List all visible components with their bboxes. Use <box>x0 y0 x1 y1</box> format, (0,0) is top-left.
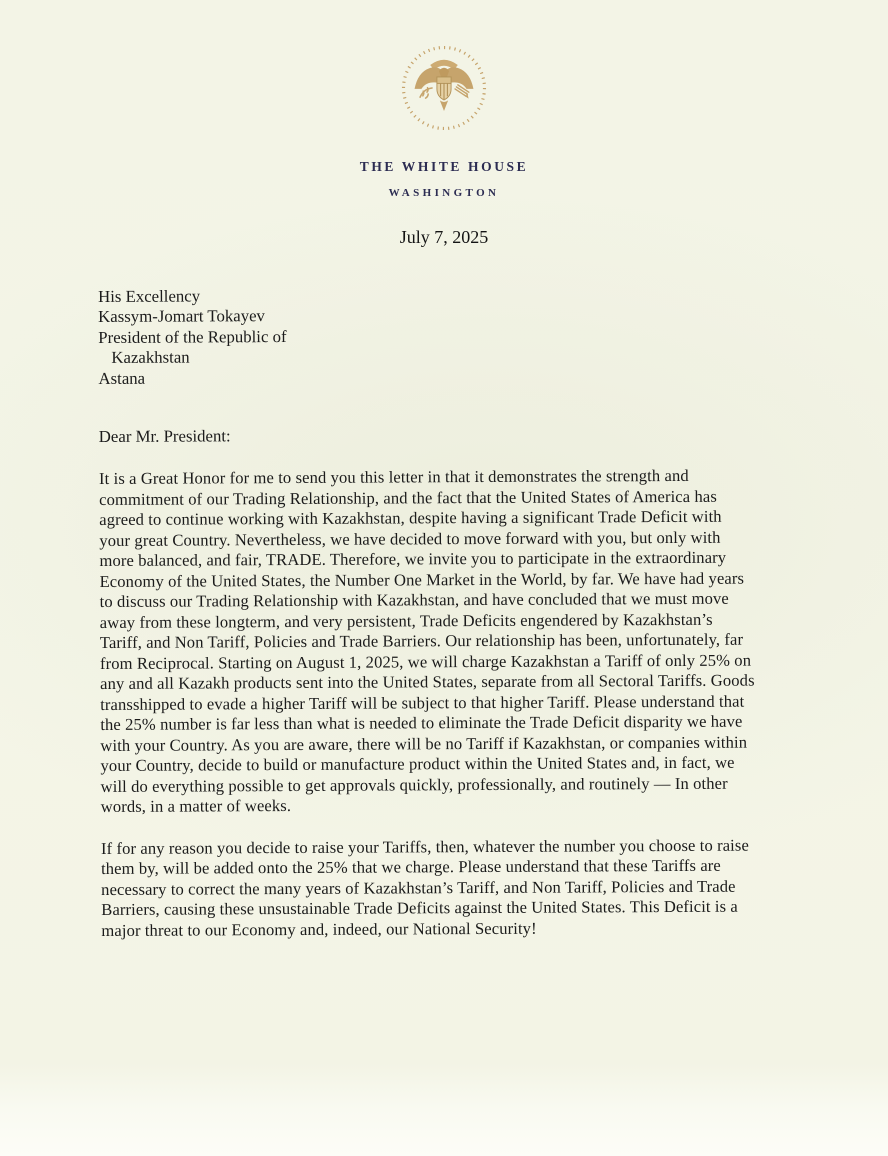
address-line: His Excellency <box>98 286 201 306</box>
letterhead-org: THE WHITE HOUSE <box>359 159 529 174</box>
body-line: necessary to correct the many years of Kazakhstan’s Tariff, and Non Tariff, Policies and Trade <box>101 876 736 899</box>
body-line: them by, will be added onto the 25% that we charge. Please understand that these Tariffs are <box>100 856 721 879</box>
body-line: If for any reason you decide to raise your Tariffs, then, whatever the number you choose to raise <box>100 835 749 858</box>
salutation: Dear Mr. President: <box>98 426 231 447</box>
address-line: Astana <box>98 368 146 388</box>
body-line: any and all Kazakh products sent into the United States, separate from all Sectoral Tariffs. Goods <box>100 671 755 694</box>
body-line: will do everything possible to get approvals quickly, professionally, and routinely — In other <box>100 773 728 796</box>
presidential-seal-icon <box>398 42 490 134</box>
body-line: major threat to our Economy and, indeed, our National Security! <box>101 918 537 940</box>
body-line: Barriers, causing these unsustainable Trade Deficits against the United States. This Deficit is a <box>101 897 738 920</box>
body-line: more balanced, and fair, TRADE. Therefore, we invite you to participate in the extraordinary <box>99 548 727 571</box>
body-line: transshipped to evade a higher Tariff will be subject to that higher Tariff. Please understand that <box>100 691 745 714</box>
letter-date: July 7, 2025 <box>399 227 489 247</box>
body-line: from Reciprocal. Starting on August 1, 2025, we will charge Kazakhstan a Tariff of only 25% on <box>99 650 752 673</box>
body-line: your Country, decide to build or manufacture product within the United States and, in fact, we <box>100 753 735 776</box>
body-line: It is a Great Honor for me to send you this letter in that it demonstrates the strength and <box>98 466 689 489</box>
body-line: Economy of the United States, the Number One Market in the World, by far. We have had years <box>99 568 745 591</box>
body-line: with your Country. As you are aware, there will be no Tariff if Kazakhstan, or companies within <box>100 732 748 755</box>
address-line: Kazakhstan <box>111 347 190 368</box>
letter-content <box>98 283 813 941</box>
paragraph <box>101 835 814 941</box>
body-line: your great Country. Nevertheless, we have decided to move forward with you, but only with <box>99 527 721 550</box>
body-line: agreed to continue working with Kazakhstan, despite having a significant Trade Deficit with <box>99 507 722 530</box>
letter-body <box>99 466 813 942</box>
letterhead-location: WASHINGTON <box>388 187 500 199</box>
paragraph <box>99 466 813 818</box>
body-line: Tariff, and Non Tariff, Policies and Trade Barriers. Our relationship has been, unfortunately, far <box>99 630 744 653</box>
address-line: Kassym-Jomart Tokayev <box>98 306 265 327</box>
body-line: the 25% number is far less than what is needed to eliminate the Trade Deficit disparity we have <box>100 712 743 735</box>
letterhead <box>0 0 888 199</box>
body-line: away from these longterm, and very persistent, Trade Deficits engendered by Kazakhstan’s <box>99 609 713 632</box>
body-line: words, in a matter of weeks. <box>100 796 292 817</box>
body-line: to discuss our Trading Relationship with Kazakhstan, and have concluded that we must move <box>99 589 729 612</box>
body-line: commitment of our Trading Relationship, and the fact that the United States of America has <box>99 486 717 509</box>
recipient-address <box>98 283 811 389</box>
address-line: President of the Republic of <box>98 326 287 347</box>
